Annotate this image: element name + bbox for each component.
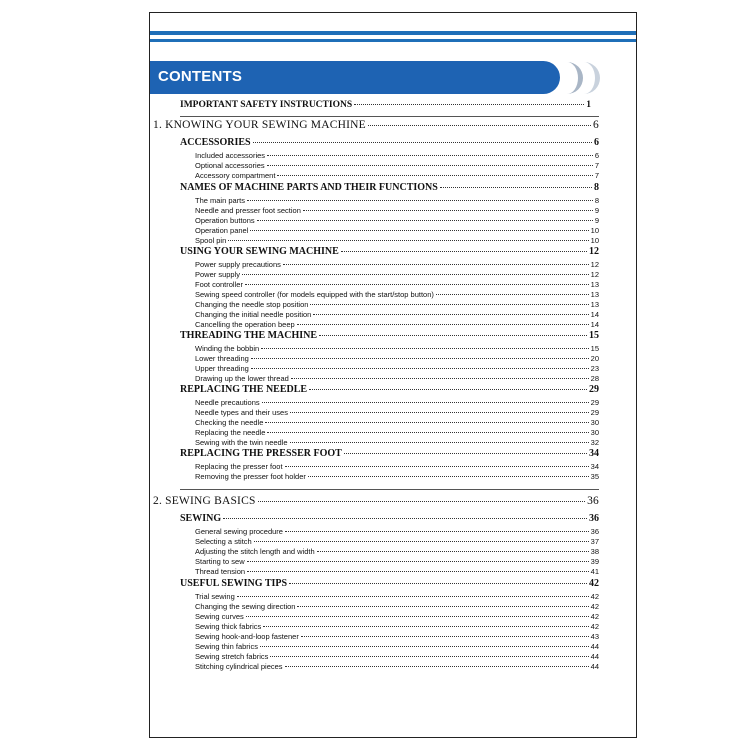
- toc-section[interactable]: REPLACING THE NEEDLE 29: [180, 384, 599, 395]
- toc-item[interactable]: Trial sewing 42: [195, 592, 599, 601]
- toc-chapter[interactable]: 1. KNOWING YOUR SEWING MACHINE 6: [153, 119, 599, 131]
- toc-item[interactable]: General sewing procedure 36: [195, 527, 599, 536]
- toc-section[interactable]: ACCESSORIES 6: [180, 137, 599, 148]
- toc-item[interactable]: Sewing stretch fabrics 44: [195, 652, 599, 661]
- page-title: CONTENTS: [158, 68, 243, 85]
- toc-item[interactable]: Sewing thick fabrics 42: [195, 622, 599, 631]
- toc-item[interactable]: Upper threading 23: [195, 364, 599, 373]
- toc-item[interactable]: Drawing up the lower thread 28: [195, 374, 599, 383]
- toc-item[interactable]: The main parts 8: [195, 196, 599, 205]
- toc-item[interactable]: Sewing thin fabrics 44: [195, 642, 599, 651]
- toc-section[interactable]: USING YOUR SEWING MACHINE 12: [180, 246, 599, 257]
- toc-item[interactable]: Changing the initial needle position 14: [195, 310, 599, 319]
- header-stripe: [150, 31, 636, 35]
- toc-item[interactable]: Operation buttons 9: [195, 216, 599, 225]
- toc-item[interactable]: Adjusting the stitch length and width 38: [195, 547, 599, 556]
- toc-item[interactable]: Stitching cylindrical pieces 44: [195, 662, 599, 671]
- divider: [180, 489, 599, 490]
- toc-item[interactable]: Sewing curves 42: [195, 612, 599, 621]
- toc-item[interactable]: Replacing the needle 30: [195, 428, 599, 437]
- divider: [180, 116, 599, 117]
- toc-item[interactable]: Needle precautions 29: [195, 398, 599, 407]
- toc-item[interactable]: Accessory compartment 7: [195, 171, 599, 180]
- toc-item[interactable]: Sewing with the twin needle 32: [195, 438, 599, 447]
- toc-item[interactable]: Operation panel 10: [195, 226, 599, 235]
- header-stripe: [150, 39, 636, 42]
- toc-item[interactable]: Included accessories 6: [195, 151, 599, 160]
- toc-section[interactable]: REPLACING THE PRESSER FOOT 34: [180, 448, 599, 459]
- toc-item[interactable]: Changing the needle stop position 13: [195, 300, 599, 309]
- toc-item[interactable]: Winding the bobbin 15: [195, 344, 599, 353]
- toc-item[interactable]: Spool pin 10: [195, 236, 599, 245]
- toc-item[interactable]: Removing the presser foot holder 35: [195, 472, 599, 481]
- toc-entry[interactable]: IMPORTANT SAFETY INSTRUCTIONS 1: [180, 100, 591, 110]
- toc-item[interactable]: Starting to sew 39: [195, 557, 599, 566]
- toc-item[interactable]: Changing the sewing direction 42: [195, 602, 599, 611]
- toc-section[interactable]: SEWING 36: [180, 513, 599, 524]
- toc-item[interactable]: Checking the needle 30: [195, 418, 599, 427]
- toc-item[interactable]: Optional accessories 7: [195, 161, 599, 170]
- toc-item[interactable]: Foot controller 13: [195, 280, 599, 289]
- toc-item[interactable]: Sewing speed controller (for models equipped with the start/stop button) 13: [195, 290, 599, 299]
- toc-section[interactable]: THREADING THE MACHINE 15: [180, 330, 599, 341]
- toc-item[interactable]: Needle types and their uses 29: [195, 408, 599, 417]
- crescent-decoration-icon: [580, 61, 602, 95]
- manual-page: [149, 12, 637, 738]
- toc-item[interactable]: Power supply precautions 12: [195, 260, 599, 269]
- toc-section[interactable]: USEFUL SEWING TIPS 42: [180, 578, 599, 589]
- toc-item[interactable]: Thread tension 41: [195, 567, 599, 576]
- toc-item[interactable]: Replacing the presser foot 34: [195, 462, 599, 471]
- toc-item[interactable]: Selecting a stitch 37: [195, 537, 599, 546]
- toc-section[interactable]: NAMES OF MACHINE PARTS AND THEIR FUNCTIONS 8: [180, 182, 599, 193]
- toc-item[interactable]: Cancelling the operation beep 14: [195, 320, 599, 329]
- toc-chapter[interactable]: 2. SEWING BASICS 36: [153, 495, 599, 507]
- toc-item[interactable]: Power supply 12: [195, 270, 599, 279]
- toc-item[interactable]: Sewing hook-and-loop fastener 43: [195, 632, 599, 641]
- toc-item[interactable]: Needle and presser foot section 9: [195, 206, 599, 215]
- toc-item[interactable]: Lower threading 20: [195, 354, 599, 363]
